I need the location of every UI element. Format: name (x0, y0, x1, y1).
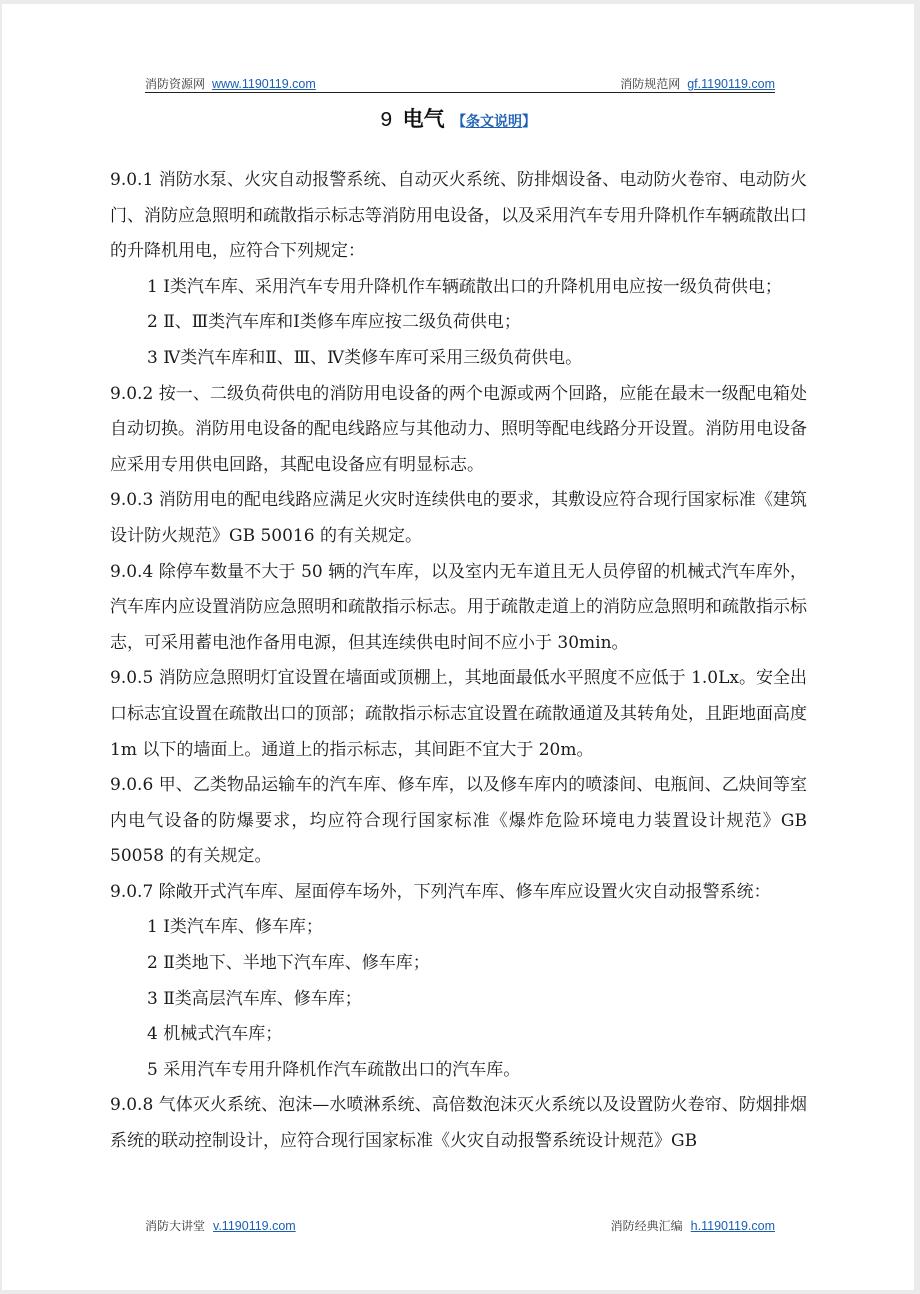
list-item: 3 Ⅳ类汽车库和Ⅱ、Ⅲ、Ⅳ类修车库可采用三级负荷供电。 (147, 347, 583, 368)
clause-explanation-text[interactable]: 条文说明 (465, 114, 522, 130)
section-number: 9 (380, 110, 393, 133)
header-left-link[interactable]: www.1190119.com (212, 77, 316, 91)
clause-9-0-4: 9.0.4 除停车数量不大于 50 辆的汽车库，以及室内无车道且无人员停留的机械式汽车库外，汽车库内应设置消防应急照明和疏散指示标志。用于疏散走道上的消防应急照明和疏散指示标志，可采用蓄电池作备用电源，但其连续供电时间不应小于 30min。 (110, 561, 807, 653)
clause-9-0-1: 9.0.1 消防水泵、火灾自动报警系统、自动灭火系统、防排烟设备、电动防火卷帘、电动防火门、消防应急照明和疏散指示标志等消防用电设备，以及采用汽车专用升降机作车辆疏散出口的升降机用电，应符合下列规定： (110, 170, 807, 262)
header-right-link[interactable]: gf.1190119.com (687, 77, 775, 91)
page-footer (145, 1218, 775, 1234)
document-body (110, 163, 807, 1160)
bracket-close: 】 (521, 114, 536, 130)
footer-left (145, 1218, 296, 1234)
list-item: 2 Ⅱ类地下、半地下汽车库、修车库； (147, 953, 430, 974)
footer-right (611, 1218, 775, 1234)
page-header (145, 74, 775, 93)
clause-9-0-3: 9.0.3 消防用电的配电线路应满足火灾时连续供电的要求，其敷设应符合现行国家标准《建筑设计防火规范》GB 50016 的有关规定。 (110, 490, 807, 546)
bracket-open: 【 (451, 114, 466, 130)
header-left-label: 消防资源网 (145, 77, 206, 91)
footer-right-label: 消防经典汇编 (610, 1219, 683, 1233)
clause-explanation-link[interactable] (452, 114, 536, 130)
footer-left-label: 消防大讲堂 (145, 1219, 206, 1233)
list-item: 5 采用汽车专用升降机作汽车疏散出口的汽车库。 (147, 1059, 521, 1080)
clause-9-0-6: 9.0.6 甲、乙类物品运输车的汽车库、修车库，以及修车库内的喷漆间、电瓶间、乙炔间等室内电气设备的防爆要求，均应符合现行国家标准《爆炸危险环境电力装置设计规范》GB 50058 的有关规定。 (110, 775, 807, 867)
section-title-text: 电气 (402, 107, 445, 131)
footer-right-link[interactable]: h.1190119.com (690, 1219, 775, 1233)
list-item: 1 Ⅰ类汽车库、修车库； (147, 917, 323, 938)
document-page (2, 4, 914, 1290)
header-right (620, 76, 775, 92)
list-item: 2 Ⅱ、Ⅲ类汽车库和Ⅰ类修车库应按二级负荷供电； (147, 312, 521, 333)
clause-9-0-5: 9.0.5 消防应急照明灯宜设置在墙面或顶棚上，其地面最低水平照度不应低于 1.0Lx。安全出口标志宜设置在疏散出口的顶部；疏散指示标志宜设置在疏散通道及其转角处，且距地面高度 1m 以下的墙面上。通道上的指示标志，其间距不宜大于 20m。 (110, 668, 807, 760)
header-left (145, 76, 316, 92)
header-right-label: 消防规范网 (620, 77, 681, 91)
clause-9-0-8: 9.0.8 气体灭火系统、泡沫—水喷淋系统、高倍数泡沫灭火系统以及设置防火卷帘、防烟排烟系统的联动控制设计，应符合现行国家标准《火灾自动报警系统设计规范》GB (110, 1095, 807, 1152)
section-title (2, 104, 914, 137)
list-item: 3 Ⅱ类高层汽车库、修车库； (147, 988, 362, 1009)
footer-left-link[interactable]: v.1190119.com (213, 1219, 296, 1233)
clause-9-0-7: 9.0.7 除敞开式汽车库、屋面停车场外，下列汽车库、修车库应设置火灾自动报警系统： (110, 881, 771, 902)
list-item: 1 Ⅰ类汽车库、采用汽车专用升降机作车辆疏散出口的升降机用电应按一级负荷供电； (147, 276, 782, 297)
list-item: 4 机械式汽车库； (147, 1024, 283, 1045)
clause-9-0-2: 9.0.2 按一、二级负荷供电的消防用电设备的两个电源或两个回路，应能在最末一级配电箱处自动切换。消防用电设备的配电线路应与其他动力、照明等配电线路分开设置。消防用电设备应采用专用供电回路，其配电设备应有明显标志。 (110, 383, 807, 475)
